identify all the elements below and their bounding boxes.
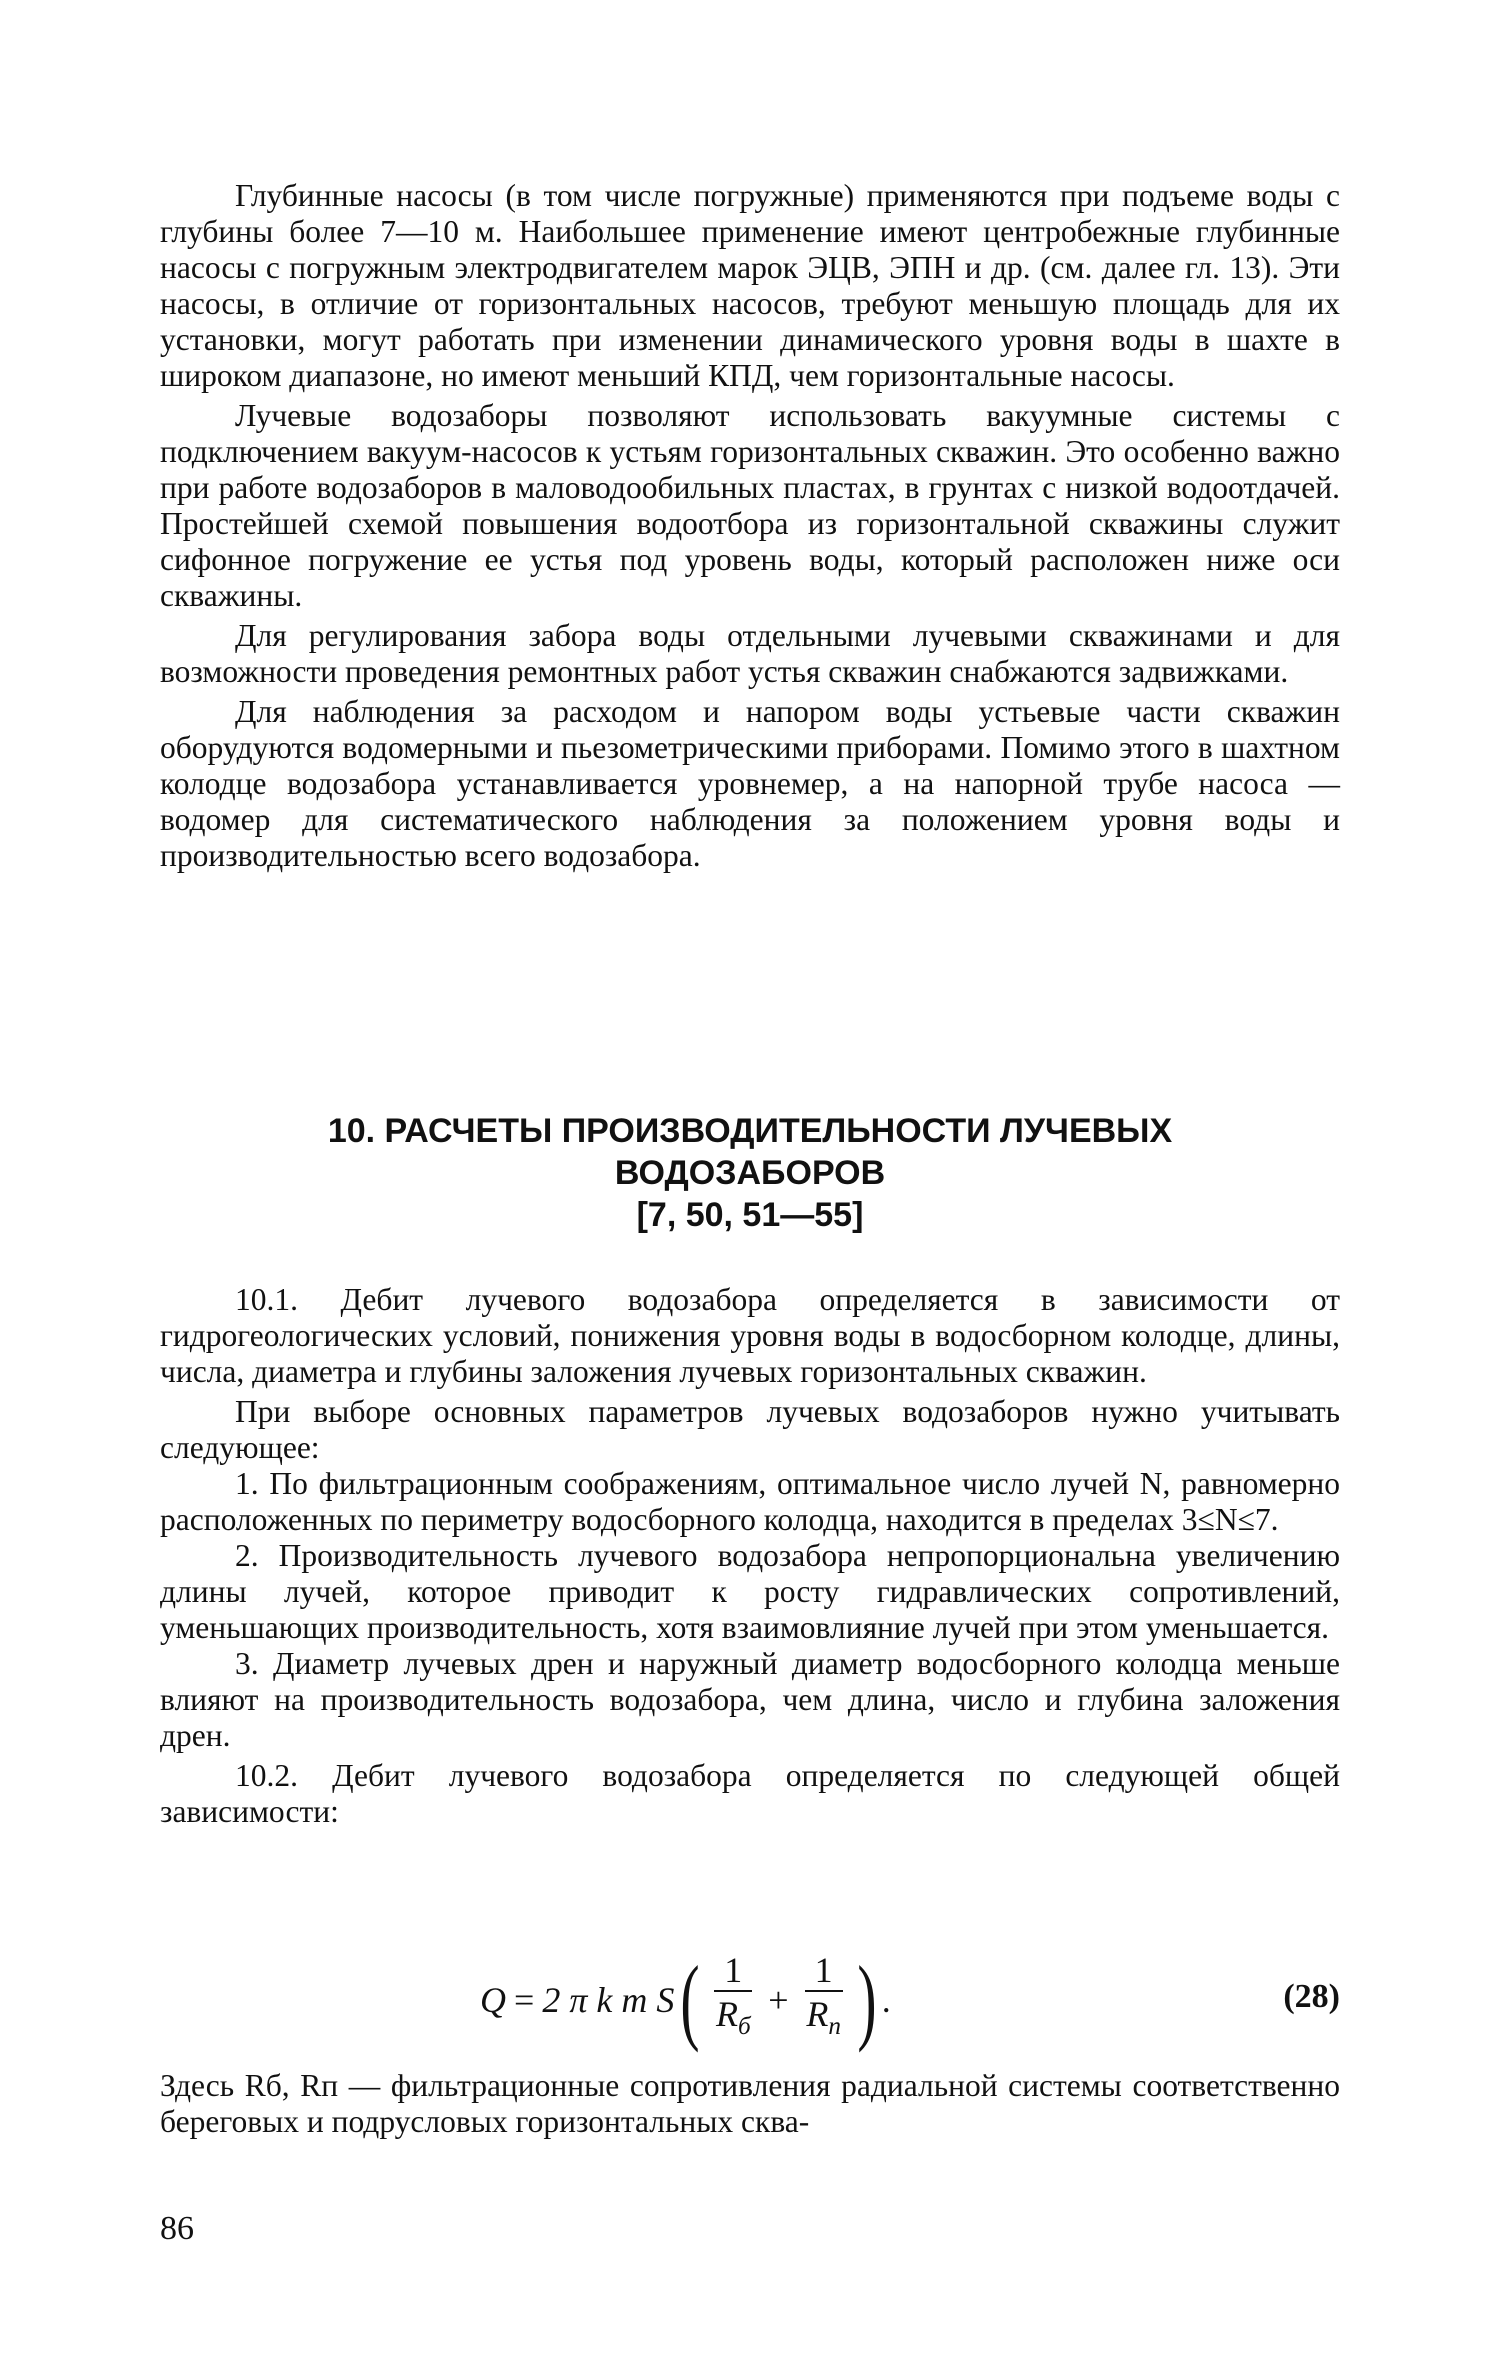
section-references: [7, 50, 51—55] bbox=[636, 1196, 864, 1234]
paragraph-valves: Для регулирования забора воды отдельными лучевыми скважинами и для возможности проведения ремонтных работ устья скважин снабжаются задвижками. bbox=[160, 618, 1340, 689]
fraction-1-numerator: 1 bbox=[714, 1950, 752, 1992]
formula-plus: + bbox=[768, 1980, 789, 2020]
section-title-line2: ВОДОЗАБОРОВ bbox=[614, 1154, 886, 1192]
paragraph-deep-pumps: Глубинные насосы (в том числе погружные) применяются при подъеме воды с глубины более 7—10 м. Наибольшее применение имеют центробежные глубинные насосы с погружным электродвигателем марок ЭЦВ, ЭПН и др. (см. далее гл. 13). Эти насосы, в отличие от горизонтальных насосов, требуют меньшую площадь для их установки, могут работать при изменении динамического уровня воды в шахте в широком диапазоне, но имеют меньший КПД, чем горизонтальные насосы. bbox=[160, 178, 1340, 393]
formula-factor: 2 π k m S bbox=[542, 1980, 675, 2020]
paragraph-10-2: 10.2. Дебит лучевого водозабора определяется по следующей общей зависимости: bbox=[160, 1758, 1340, 1829]
section-heading bbox=[160, 1110, 1340, 1236]
formula-dot: . bbox=[882, 1980, 892, 2020]
list-item-1: 1. По фильтрационным соображениям, оптимальное число лучей N, равномерно расположенных по периметру водосборного колодца, находится в пределах 3≤N≤7. bbox=[160, 1466, 1340, 1537]
top-text-block bbox=[160, 178, 1340, 874]
formula-paren-left: ( bbox=[680, 1946, 700, 2053]
fraction-1-denominator: $R_б$ bbox=[715, 1994, 751, 2041]
paragraph-monitoring: Для наблюдения за расходом и напором воды устьевые части скважин оборудуются водомерными и пьезометрическими приборами. Помимо этого в шахтном колодце водозабора устанавливается уровнемер, а на напорной трубе насоса — водомер для систематического наблюдения за положением уровня воды и производительностью всего водозабора. bbox=[160, 694, 1340, 873]
paragraph-parameters-intro: При выборе основных параметров лучевых водозаборов нужно учитывать следующее: bbox=[160, 1394, 1340, 1465]
formula-lhs: Q bbox=[480, 1980, 506, 2020]
formula-equals: = bbox=[514, 1980, 535, 2020]
paragraph-resistances: Здесь Rб, Rп — фильтрационные сопротивления радиальной системы соответственно береговых и подрусловых горизонтальных сква- bbox=[160, 2068, 1340, 2139]
fraction-2-denominator: $R_п$ bbox=[806, 1994, 841, 2041]
paragraph-vacuum-systems: Лучевые водозаборы позволяют использовать вакуумные системы с подключением вакуум-насосов к устьям горизонтальных скважин. Это особенно важно при работе водозаборов в маловодообильных пластах, в грунтах с низкой водоотдачей. Простейшей схемой повышения водоотбора из горизонтальной скважины служит сифонное погружение ее устья под уровень воды, который расположен ниже оси скважины. bbox=[160, 398, 1340, 613]
equation-number: (28) bbox=[1283, 1978, 1340, 2015]
section-title-line1: 10. РАСЧЕТЫ ПРОИЗВОДИТЕЛЬНОСТИ ЛУЧЕВЫХ bbox=[327, 1112, 1173, 1150]
fraction-1 bbox=[714, 1950, 752, 2049]
bottom-text-block bbox=[160, 2068, 1340, 2140]
paragraph-10-1: 10.1. Дебит лучевого водозабора определяется в зависимости от гидрогеологических условий, понижения уровня воды в водосборном колодце, длины, числа, диаметра и глубины заложения лучевых горизонтальных скважин. bbox=[160, 1282, 1340, 1389]
formula-paren-right: ) bbox=[857, 1946, 877, 2053]
section-text-block bbox=[160, 1282, 1340, 1830]
list-item-3: 3. Диаметр лучевых дрен и наружный диаметр водосборного колодца меньше влияют на производительность водозабора, чем длина, число и глубина заложения дрен. bbox=[160, 1646, 1340, 1753]
formula-28 bbox=[160, 1946, 1340, 2053]
page-number: 86 bbox=[160, 2210, 194, 2247]
fraction-2 bbox=[805, 1950, 843, 2049]
list-item-2: 2. Производительность лучевого водозабора непропорциональна увеличению длины лучей, которое приводит к росту гидравлических сопротивлений, уменьшающих производительность, хотя взаимовлияние лучей при этом уменьшается. bbox=[160, 1538, 1340, 1645]
formula-body bbox=[480, 1946, 892, 2053]
fraction-2-numerator: 1 bbox=[805, 1950, 843, 1992]
